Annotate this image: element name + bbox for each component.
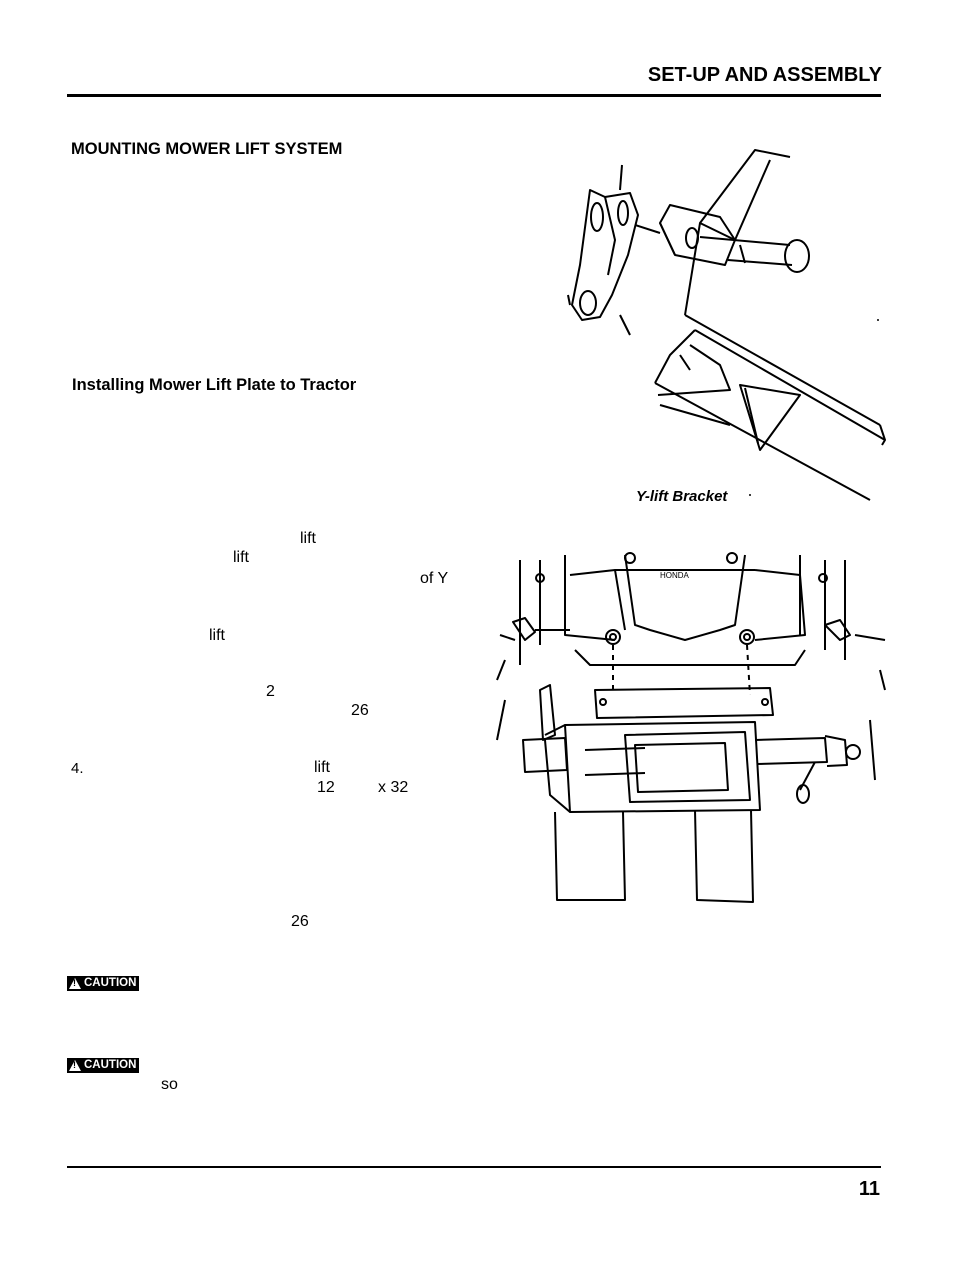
text-fragment: lift	[233, 549, 249, 566]
step-number: 4.	[71, 760, 84, 777]
mower-lift-plate-illustration	[495, 540, 890, 910]
text-fragment: lift	[314, 759, 330, 776]
text-fragment: lift	[300, 530, 316, 547]
footer-rule	[67, 1166, 881, 1168]
caution-label: CAUTION	[84, 1059, 137, 1071]
text-fragment: so	[161, 1076, 178, 1093]
brand-text: HONDA	[660, 571, 689, 580]
section-title: MOUNTING MOWER LIFT SYSTEM	[71, 140, 343, 158]
caution-badge	[67, 1058, 139, 1073]
y-lift-bracket-illustration	[560, 145, 890, 505]
page-header-title: SET-UP AND ASSEMBLY	[647, 64, 882, 86]
text-fragment: x 32	[378, 779, 409, 796]
warning-triangle-icon	[69, 1060, 81, 1071]
text-fragment: 12	[317, 779, 335, 796]
caution-badge	[67, 976, 139, 991]
text-fragment: 26	[351, 702, 369, 719]
text-fragment: 26	[291, 913, 309, 930]
text-fragment: lift	[209, 627, 225, 644]
caution-label: CAUTION	[84, 977, 137, 989]
text-fragment: of Y	[420, 570, 449, 587]
warning-triangle-icon	[69, 978, 81, 989]
figure-caption: Y-lift Bracket	[636, 488, 728, 505]
header-rule	[67, 94, 881, 97]
subsection-title: Installing Mower Lift Plate to Tractor	[72, 376, 357, 394]
text-fragment: 2	[266, 683, 275, 700]
page-number: 11	[858, 1178, 880, 1200]
